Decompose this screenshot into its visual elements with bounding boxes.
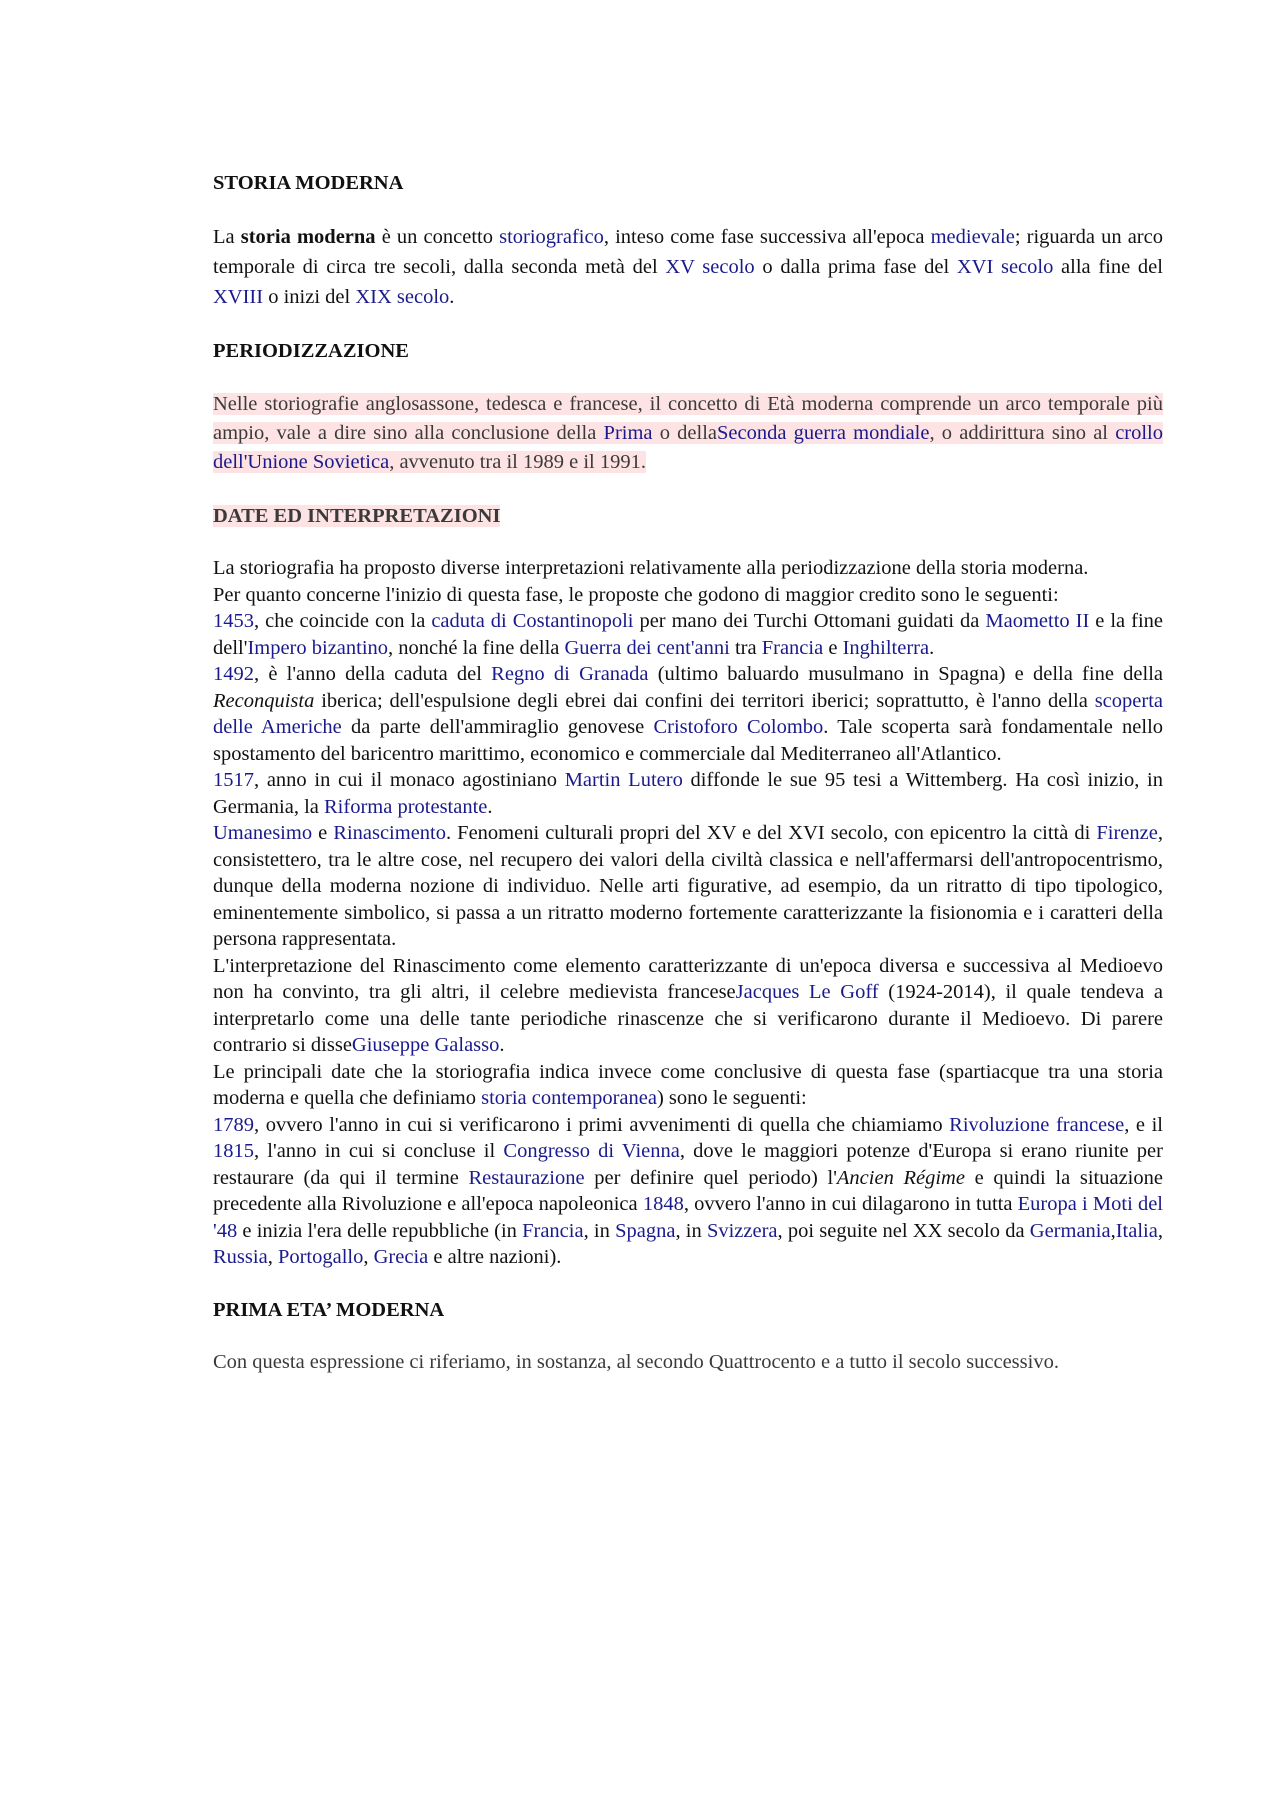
link-1848[interactable]: 1848 bbox=[642, 1193, 684, 1215]
link-maometto-ii[interactable]: Maometto II bbox=[985, 610, 1090, 632]
link-spagna[interactable]: Spagna bbox=[615, 1219, 676, 1242]
document-body bbox=[213, 170, 1163, 1375]
link-1789[interactable]: 1789 bbox=[213, 1113, 254, 1136]
link-svizzera[interactable]: Svizzera bbox=[706, 1219, 778, 1242]
link-xviii[interactable]: XVIII bbox=[213, 286, 264, 308]
italic-reconquista: Reconquista bbox=[213, 689, 315, 712]
link-xv-secolo[interactable]: XV secolo bbox=[665, 256, 755, 278]
link-firenze[interactable]: Firenze bbox=[1096, 822, 1158, 844]
link-guerra-cent-anni[interactable]: Guerra dei cent'anni bbox=[564, 636, 730, 659]
link-italia[interactable]: Italia bbox=[1115, 1219, 1158, 1242]
paragraph-inizio-fase: Per quanto concerne l'inizio di questa fase, le proposte che godono di maggior credito sono le seguenti: bbox=[213, 583, 1059, 606]
link-storia-contemporanea[interactable]: storia contemporanea bbox=[481, 1087, 657, 1109]
paragraph-1453: 1453, che coincide con la caduta di Costantinopoli per mano dei Turchi Ottomani guidati da Maometto II e la fine dell'Impero bizantino, nonché la fine della Guerra dei cent'anni tra Francia e Inghilterra. bbox=[213, 610, 1163, 659]
link-francia-2[interactable]: Francia bbox=[522, 1219, 584, 1242]
paragraph-prima-eta: Con questa espressione ci riferiamo, in sostanza, al secondo Quattrocento e a tutto il secolo successivo. bbox=[213, 1350, 1059, 1373]
paragraph-intro: La storia moderna è un concetto storiografico, inteso come fase successiva all'epoca medievale; riguarda un arco temporale di circa tre secoli, dalla seconda metà del XV secolo o dalla prima fase del XVI secolo alla fine del XVIII o inizi del XIX secolo. bbox=[213, 226, 1163, 308]
link-rivoluzione-francese[interactable]: Rivoluzione francese bbox=[949, 1113, 1125, 1136]
link-rinascimento[interactable]: Rinascimento bbox=[333, 822, 446, 844]
heading-periodizzazione: PERIODIZZAZIONE bbox=[213, 340, 409, 362]
heading-prima-eta-moderna: PRIMA ETA’ MODERNA bbox=[213, 1298, 445, 1321]
link-riforma-protestante[interactable]: Riforma protestante bbox=[324, 795, 488, 818]
link-jacques-le-goff[interactable]: Jacques Le Goff bbox=[735, 981, 879, 1003]
link-martin-lutero[interactable]: Martin Lutero bbox=[564, 769, 683, 791]
link-xix-secolo[interactable]: XIX secolo bbox=[355, 286, 450, 308]
link-caduta-costantinopoli[interactable]: caduta di Costantinopoli bbox=[431, 610, 634, 632]
heading-date-interpretazioni: DATE ED INTERPRETAZIONI bbox=[213, 505, 501, 527]
link-restaurazione[interactable]: Restaurazione bbox=[468, 1166, 585, 1189]
link-russia[interactable]: Russia bbox=[213, 1246, 268, 1268]
link-1492[interactable]: 1492 bbox=[213, 663, 254, 685]
link-medievale[interactable]: medievale bbox=[930, 226, 1015, 248]
paragraph-interpretazione: L'interpretazione del Rinascimento come elemento caratterizzante di un'epoca diversa e successiva al Medioevo non ha convinto, tra gli altri, il celebre medievista franceseJacques Le Goff (1924-2014), il quale tendeva a interpretarlo come una delle tante periodiche rinascenze che si verificarono durante il Medioevo. Di parere contrario si disseGiuseppe Galasso. bbox=[213, 954, 1163, 1056]
link-germania[interactable]: Germania bbox=[1029, 1219, 1111, 1242]
link-seconda-guerra-mondiale[interactable]: Seconda guerra mondiale bbox=[717, 422, 930, 444]
link-xvi-secolo[interactable]: XVI secolo bbox=[956, 256, 1054, 278]
paragraph-principali-date: Le principali date che la storiografia indica invece come conclusive di questa fase (spartiacque tra una storia moderna e quella che definiamo storia contemporanea) sono le seguenti: bbox=[213, 1060, 1163, 1109]
link-umanesimo[interactable]: Umanesimo bbox=[213, 822, 313, 844]
link-francia[interactable]: Francia bbox=[761, 636, 824, 659]
paragraph-1517: 1517, anno in cui il monaco agostiniano Martin Lutero diffonde le sue 95 tesi a Wittemberg. Ha così inizio, in Germania, la Riforma protestante. bbox=[213, 769, 1163, 818]
link-congresso-vienna[interactable]: Congresso di Vienna bbox=[503, 1140, 680, 1162]
italic-ancien-regime: Ancien Régime bbox=[836, 1166, 965, 1189]
link-storiografico[interactable]: storiografico bbox=[499, 226, 604, 248]
heading-storia-moderna: STORIA MODERNA bbox=[213, 172, 404, 194]
paragraph-umanesimo: Umanesimo e Rinascimento. Fenomeni culturali propri del XV e del XVI secolo, con epicentro la città di Firenze, consistettero, tra le altre cose, nel recupero dei valori della civiltà classica e nell'affermarsi dell'antropocentrismo, dunque della moderna nozione di individuo. Nelle arti figurative, ad esempio, da un ritratto di tipo tipologico, eminentemente simbolico, si passa a un ritratto moderno fortemente caratterizzante la fisionomia e i caratteri della persona rappresentata. bbox=[213, 822, 1163, 950]
bold-term: storia moderna bbox=[240, 226, 376, 248]
link-giuseppe-galasso[interactable]: Giuseppe Galasso bbox=[351, 1034, 500, 1056]
link-1453[interactable]: 1453 bbox=[213, 610, 254, 632]
paragraph-periodizzazione: Nelle storiografie anglosassone, tedesca e francese, il concetto di Età moderna comprende un arco temporale più ampio, vale a dire sino alla conclusione della Prima o dellaSeconda guerra mondiale, o addirittura sino al crollo dell'Unione Sovietica, avvenuto tra il 1989 e il 1991. bbox=[213, 393, 1164, 473]
link-inghilterra[interactable]: Inghilterra bbox=[842, 636, 930, 659]
paragraph-1789: 1789, ovvero l'anno in cui si verificarono i primi avvenimenti di quella che chiamiamo Rivoluzione francese, e il 1815, l'anno in cui si concluse il Congresso di Vienna, dove le maggiori potenze d'Europa si erano riunite per restaurare (da qui il termine Restaurazione per definire quel periodo) l'Ancien Régime e quindi la situazione precedente alla Rivoluzione e all'epoca napoleonica 1848, ovvero l'anno in cui dilagarono in tutta Europa i Moti del '48 e inizia l'era delle repubbliche (in Francia, in Spagna, in Svizzera, poi seguite nel XX secolo da Germania,Italia, Russia, Portogallo, Grecia e altre nazioni). bbox=[213, 1113, 1164, 1268]
link-1517[interactable]: 1517 bbox=[213, 769, 254, 791]
link-prima[interactable]: Prima bbox=[603, 422, 653, 444]
link-moti-48[interactable]: Europa i Moti del '48 bbox=[213, 1193, 1164, 1242]
link-cristoforo-colombo[interactable]: Cristoforo Colombo bbox=[653, 716, 824, 738]
link-scoperta-americhe[interactable]: scoperta delle Americhe bbox=[213, 689, 1163, 738]
link-grecia[interactable]: Grecia bbox=[373, 1246, 429, 1268]
link-impero-bizantino[interactable]: Impero bizantino bbox=[247, 636, 389, 659]
link-regno-granada[interactable]: Regno di Granada bbox=[491, 663, 649, 685]
link-portogallo[interactable]: Portogallo bbox=[277, 1246, 364, 1268]
paragraph-storiografia: La storiografia ha proposto diverse interpretazioni relativamente alla periodizzazione della storia moderna. bbox=[213, 557, 1089, 579]
link-1815[interactable]: 1815 bbox=[213, 1140, 254, 1162]
paragraph-1492: 1492, è l'anno della caduta del Regno di Granada (ultimo baluardo musulmano in Spagna) e della fine della Reconquista iberica; dell'espulsione degli ebrei dai confini dei territori iberici; soprattutto, è l'anno della scoperta delle Americhe da parte dell'ammiraglio genovese Cristoforo Colombo. Tale scoperta sarà fondamentale nello spostamento del baricentro marittimo, economico e commerciale dal Mediterraneo all'Atlantico. bbox=[213, 663, 1164, 765]
link-crollo-unione-sovietica[interactable]: crollo dell'Unione Sovietica bbox=[213, 422, 1164, 473]
